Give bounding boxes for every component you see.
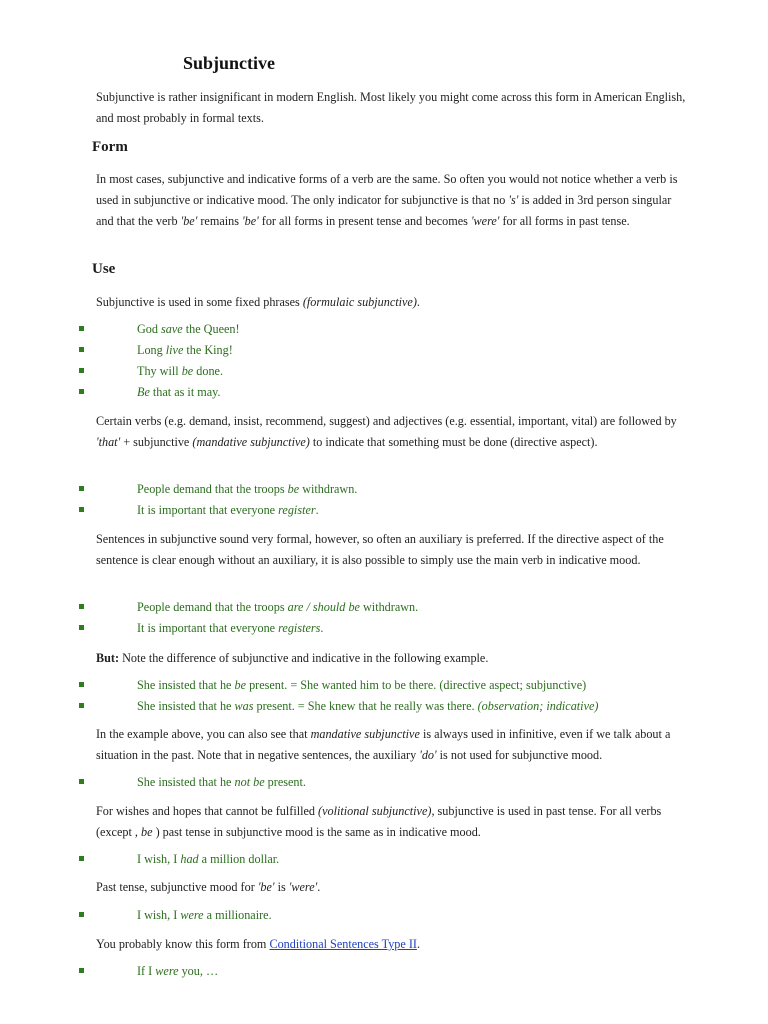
bullet-icon <box>79 779 84 784</box>
but-paragraph: But: Note the difference of subjunctive and indicative in the following example. <box>96 651 489 665</box>
form-heading: Form <box>92 139 128 155</box>
bullet-icon <box>79 968 84 973</box>
use-paragraph-6: Past tense, subjunctive mood for 'be' is 'were'. <box>96 880 321 894</box>
bullet-icon <box>79 347 84 352</box>
bullet-icon <box>79 682 84 687</box>
use-paragraph-5: For wishes and hopes that cannot be fulfilled (volitional subjunctive), subjunctive is used in past tense. For all verbs (except , be ) past tense in subjunctive mood is the same as in indicative mood. <box>96 804 662 839</box>
bullet-icon <box>79 368 84 373</box>
bullet-icon <box>79 856 84 861</box>
use-paragraph-7: You probably know this form from Conditional Sentences Type II. <box>96 937 421 951</box>
use-paragraph-1: Subjunctive is used in some fixed phrases (formulaic subjunctive). <box>96 295 420 309</box>
bullet-icon <box>79 604 84 609</box>
bullet-icon <box>79 389 84 394</box>
bullet-icon <box>79 486 84 491</box>
bullet-icon <box>79 507 84 512</box>
conditional-sentences-link[interactable]: Conditional Sentences Type II <box>269 937 417 951</box>
use-paragraph-3: Sentences in subjunctive sound very formal, however, so often an auxiliary is preferred. If the directive aspect of the sentence is clear enough without an auxiliary, it is also possible to simply use the main verb in indicative mood. <box>96 532 664 567</box>
use-paragraph-4: In the example above, you can also see that mandative subjunctive is always used in infinitive, even if we talk about a situation in the past. Note that in negative sentences, the auxiliary 'do' is not used for subjunctive mood. <box>96 727 671 762</box>
intro-paragraph: Subjunctive is rather insignificant in modern English. Most likely you might come across this form in American English, and most probably in formal texts. <box>96 90 686 125</box>
page-title: Subjunctive <box>183 53 276 73</box>
bullet-icon <box>79 703 84 708</box>
bullet-icon <box>79 912 84 917</box>
use-heading: Use <box>92 261 116 277</box>
bullet-icon <box>79 625 84 630</box>
use-paragraph-2: Certain verbs (e.g. demand, insist, recommend, suggest) and adjectives (e.g. essential, important, vital) are followed by 'that' + subjunctive (mandative subjunctive) to indicate that something must be done (directive aspect). <box>96 414 677 449</box>
form-paragraph: In most cases, subjunctive and indicative forms of a verb are the same. So often you would not notice whether a verb is used in subjunctive or indicative mood. The only indicator for subjunctive is that no 's' is added in 3rd person singular and that the verb 'be' remains 'be' for all forms in present tense and becomes 'were' for all forms in past tense. <box>96 172 678 228</box>
bullet-icon <box>79 326 84 331</box>
